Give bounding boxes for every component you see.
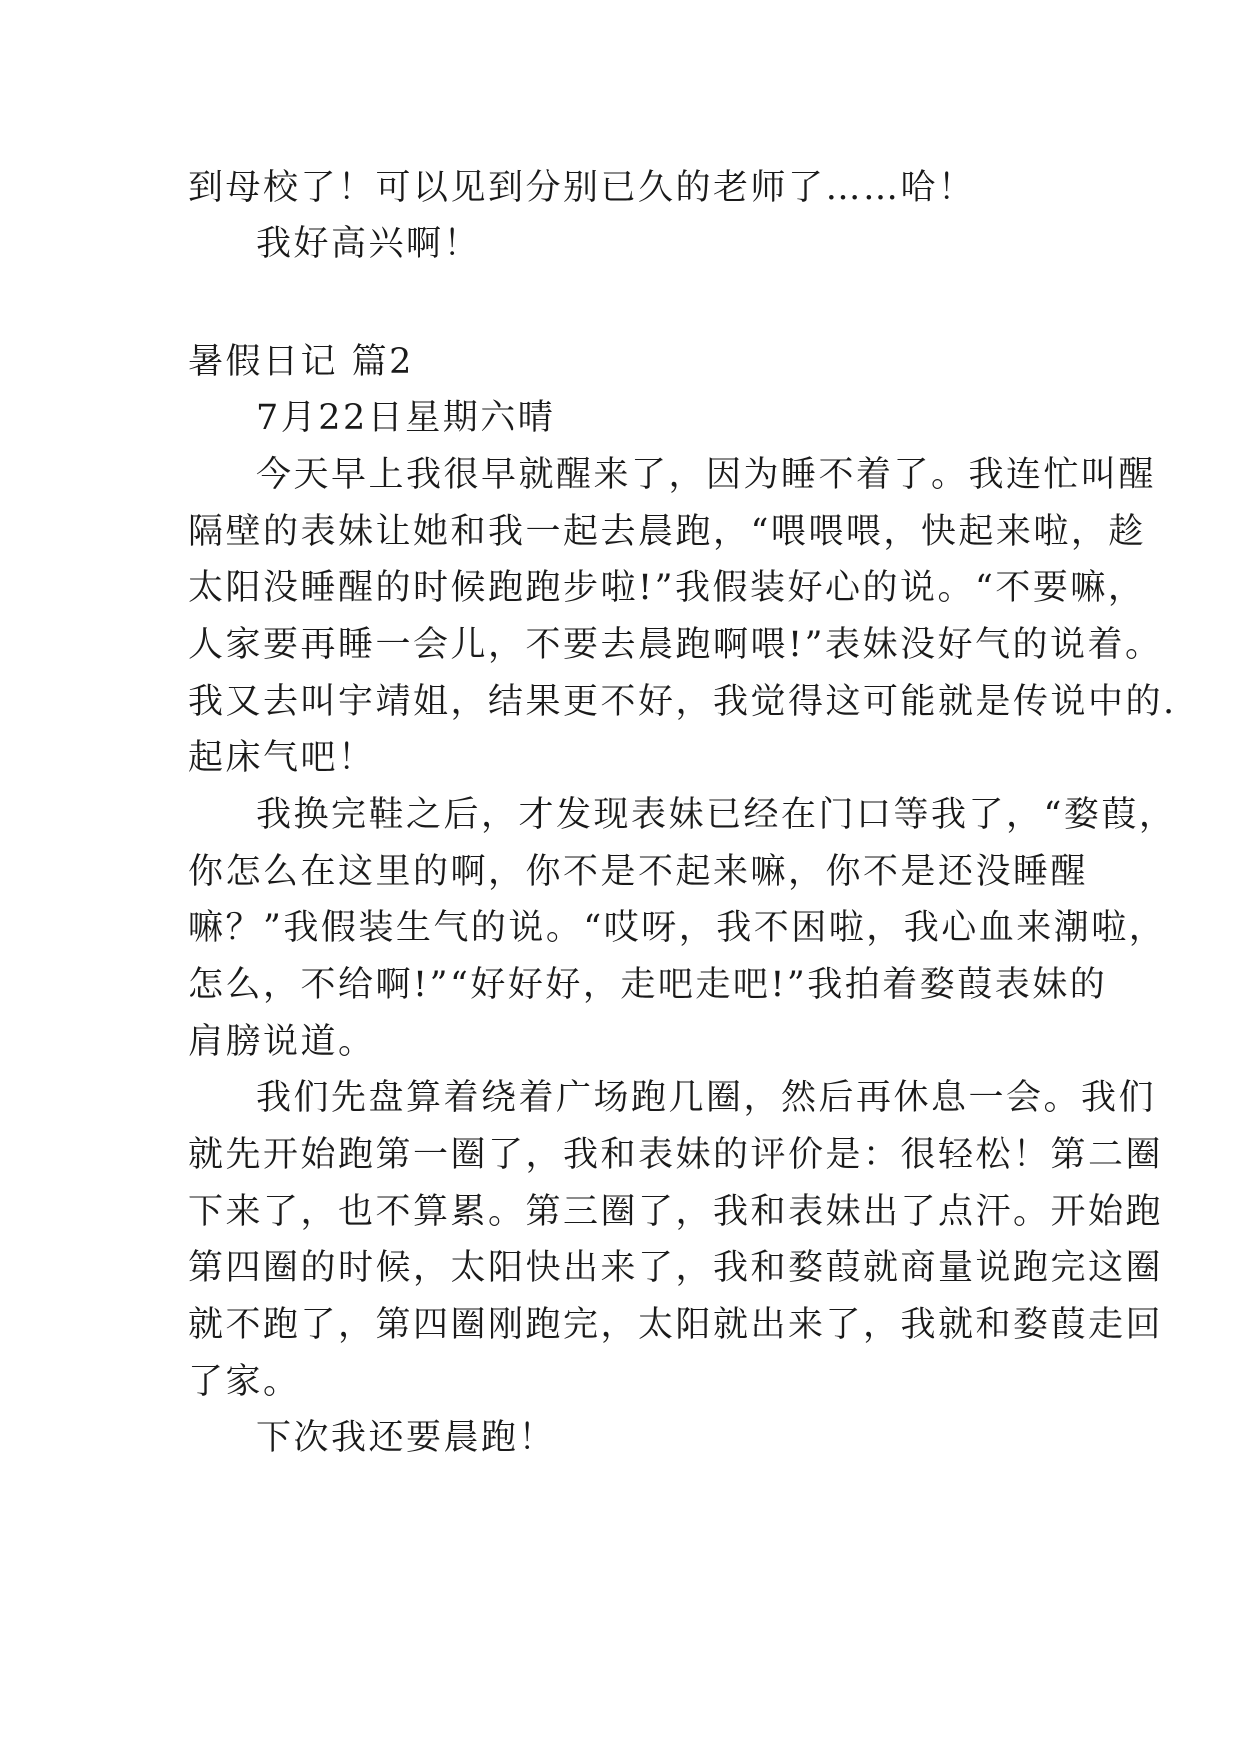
text-line: 怎么，不给啊!”“好好好，走吧走吧!”我拍着婺葭表妹的 [188, 965, 1108, 1005]
diary-date: 7月22日星期六晴 [256, 398, 556, 438]
text-line: 你怎么在这里的啊，你不是不起来嘛，你不是还没睡醒 [188, 852, 1089, 892]
text-line: 太阳没睡醒的时候跑跑步啦!”我假装好心的说。“不要嘛， [188, 568, 1146, 608]
text-line: 我换完鞋之后，才发现表妹已经在门口等我了，“婺葭， [256, 795, 1177, 835]
text-line: 肩膀说道。 [188, 1022, 376, 1062]
text-line: 嘛？”我假装生气的说。“哎呀，我不困啦，我心血来潮啦， [188, 908, 1167, 948]
text-line: 了家。 [188, 1362, 301, 1402]
text-line: 到母校了！可以见到分别已久的老师了……哈！ [188, 168, 976, 208]
text-line: 下次我还要晨跑！ [256, 1418, 557, 1458]
text-line: 起床气吧！ [188, 738, 376, 778]
text-line: 我好高兴啊！ [256, 224, 482, 264]
text-line: 下来了，也不算累。第三圈了，我和表妹出了点汗。开始跑 [188, 1192, 1164, 1232]
text-line: 我们先盘算着绕着广场跑几圈，然后再休息一会。我们 [256, 1078, 1157, 1118]
section-heading: 暑假日记 篇2 [188, 342, 414, 382]
text-line: 人家要再睡一会儿，不要去晨跑啊喂!”表妹没好气的说着。 [188, 625, 1163, 665]
text-line: 第四圈的时候，太阳快出来了，我和婺葭就商量说跑完这圈 [188, 1248, 1164, 1288]
text-line: 今天早上我很早就醒来了，因为睡不着了。我连忙叫醒 [256, 455, 1157, 495]
text-line: 我又去叫宇靖姐，结果更不好，我觉得这可能就是传说中的. [188, 682, 1177, 722]
text-line: 就不跑了，第四圈刚跑完，太阳就出来了，我就和婺葭走回 [188, 1305, 1164, 1345]
text-line: 就先开始跑第一圈了，我和表妹的评价是：很轻松！第二圈 [188, 1135, 1164, 1175]
text-line: 隔壁的表妹让她和我一起去晨跑，“喂喂喂，快起来啦，趁 [188, 512, 1146, 552]
